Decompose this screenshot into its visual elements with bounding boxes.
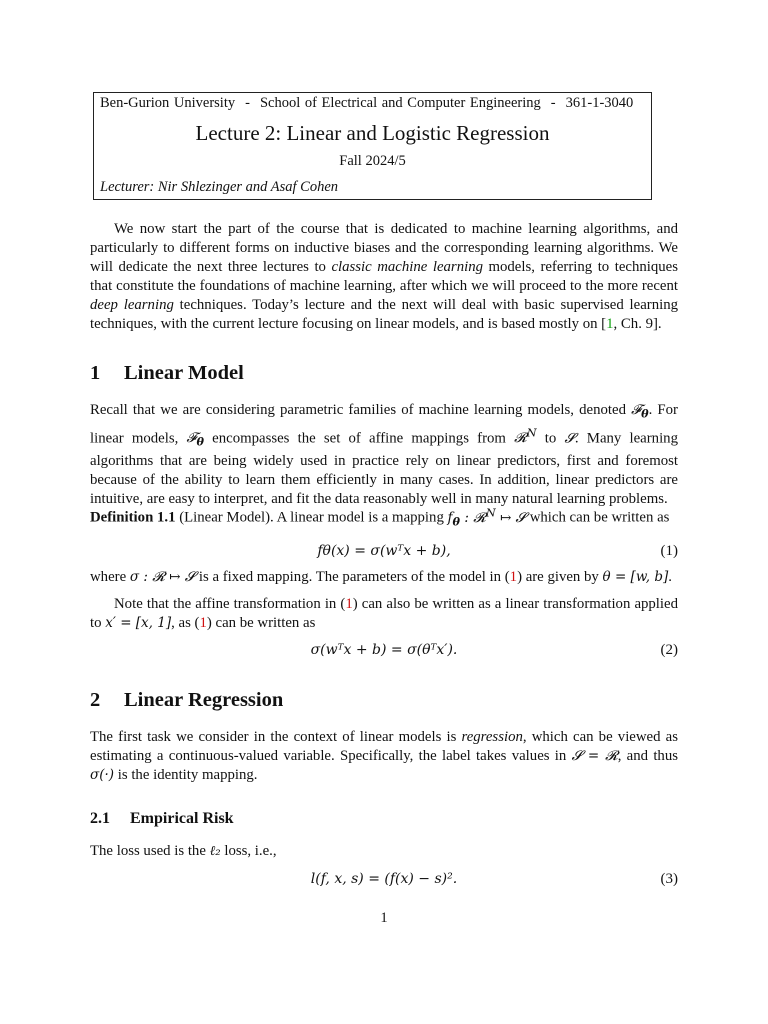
section-heading (90, 689, 283, 712)
text: . For linear models, (90, 402, 678, 447)
subsection-number: 2.1 (90, 810, 110, 827)
equation-body: l(f, x, s) = (f(x) − s)². (310, 871, 458, 887)
text: , and thus (617, 748, 678, 764)
text: . (668, 569, 672, 585)
citation-link[interactable]: 1 (606, 316, 614, 332)
subsection-paragraph (90, 842, 678, 861)
math-f-theta: $f_\theta$ : 𝓡$^N$ ↦ 𝓢 (447, 506, 526, 529)
lecturers: Lecturer: Nir Shlezinger and Asaf Cohen (100, 179, 339, 195)
text: ) can be written as (206, 615, 316, 631)
equation-body: fθ(x) = σ(wᵀx + b), (317, 543, 451, 559)
intro-text: techniques. Today’s lecture and the next will deal with basic supervised learning techniques, with the current lecture focusing on linear models, and is based mostly on [ (90, 297, 678, 332)
text: encompasses the set of affine mappings from (203, 430, 515, 447)
equation-ref[interactable]: 1 (345, 596, 353, 612)
section2-paragraph (90, 728, 678, 785)
course-number: 361-1-3040 (565, 95, 634, 111)
text: Note that the affine transformation in ( (114, 596, 346, 612)
section-number: 1 (90, 362, 101, 384)
section-title: Linear Regression (124, 689, 284, 711)
text: is a fixed mapping. The parameters of the model in ( (195, 569, 510, 585)
section-heading (90, 362, 244, 385)
text: A linear model is a mapping (273, 509, 448, 526)
university: Ben-Gurion University (100, 95, 236, 111)
lecture-header-box (93, 92, 652, 200)
text: loss, i.e., (220, 843, 277, 859)
definition-name: (Linear Model). (175, 509, 274, 526)
after-eq1-paragraph (90, 568, 678, 587)
math-sigma-dot: σ(·) (90, 767, 115, 783)
text: is the identity mapping. (114, 767, 258, 783)
math-theta: θ = [w, b] (602, 569, 669, 585)
text: ) can also be written as a linear transformation applied to (90, 596, 678, 631)
definition-block (90, 503, 678, 531)
section-number: 2 (90, 689, 101, 711)
separator: - (550, 95, 556, 111)
emph: regression (461, 729, 523, 745)
math-S: 𝓢 (564, 430, 575, 447)
separator: - (245, 95, 250, 111)
equation-tag: (3) (660, 871, 678, 887)
equation-tag: (2) (660, 642, 678, 658)
intro-text: , Ch. 9]. (613, 316, 662, 332)
equation-ref[interactable]: 1 (509, 569, 518, 585)
note-paragraph (90, 595, 678, 633)
subsection-title: Empirical Risk (130, 810, 234, 827)
math-l2: ℓ₂ (209, 843, 221, 859)
page-number: 1 (380, 910, 388, 926)
intro-text: models, referring to techniques that constitute the foundations of machine learning, after which we will proceed to the more recent (90, 259, 678, 294)
equation-ref[interactable]: 1 (199, 615, 207, 631)
header-affiliation (100, 95, 633, 112)
intro-emph: deep learning (90, 297, 174, 313)
equation-tag: (1) (660, 543, 678, 559)
math-S-R: 𝓢 = 𝓡 (571, 748, 618, 764)
lecture-title: Lecture 2: Linear and Logistic Regression (195, 121, 550, 145)
definition-label: Definition 1.1 (90, 509, 176, 526)
text: to (536, 430, 565, 447)
math-x-prime: x′ = [x, 1] (105, 615, 172, 631)
intro-text: We now start the part of the course that is dedicated to machine learning algorithms, and particularly to different forms on inductive biases and the corresponding learning algorithms. We will dedicate the next three lectures to (90, 221, 678, 275)
section1-paragraph (90, 401, 678, 509)
math-RN: 𝓡$^N$ (514, 426, 537, 447)
text: . Many learning algorithms that are being widely used in practice rely on linear predictors, first and foremost because of the ability to learn them efficiently in many cases. In addition, linear predictors are intuitive, are easy to interpret, and fit the data reasonably well in many natural learning problems. (90, 430, 678, 507)
math-F-theta: 𝓕$_\theta$ (631, 402, 649, 421)
text: The loss used is the (90, 843, 210, 859)
text: , which can be viewed as estimating a continuous-valued variable. Specifically, the label takes values in (90, 729, 678, 764)
text: which can be written as (526, 509, 670, 526)
text: Recall that we are considering parametric families of machine learning models, denoted (90, 402, 632, 418)
equation-body: σ(wᵀx + b) = σ(θᵀx′). (310, 642, 458, 658)
text: ) are given by (517, 569, 603, 585)
math-sigma: σ : 𝓡 ↦ 𝓢 (129, 569, 196, 585)
term: Fall 2024/5 (339, 153, 406, 169)
section-title: Linear Model (124, 362, 244, 384)
math-F-theta: 𝓕$_\theta$ (186, 430, 204, 449)
subsection-heading (90, 810, 234, 828)
school: School of Electrical and Computer Engineering (259, 95, 541, 111)
intro-emph: classic machine learning (331, 259, 483, 275)
intro-paragraph (90, 220, 678, 334)
text: , as ( (171, 615, 200, 631)
text: where (90, 569, 130, 585)
text: The first task we consider in the context of linear models is (90, 729, 462, 745)
